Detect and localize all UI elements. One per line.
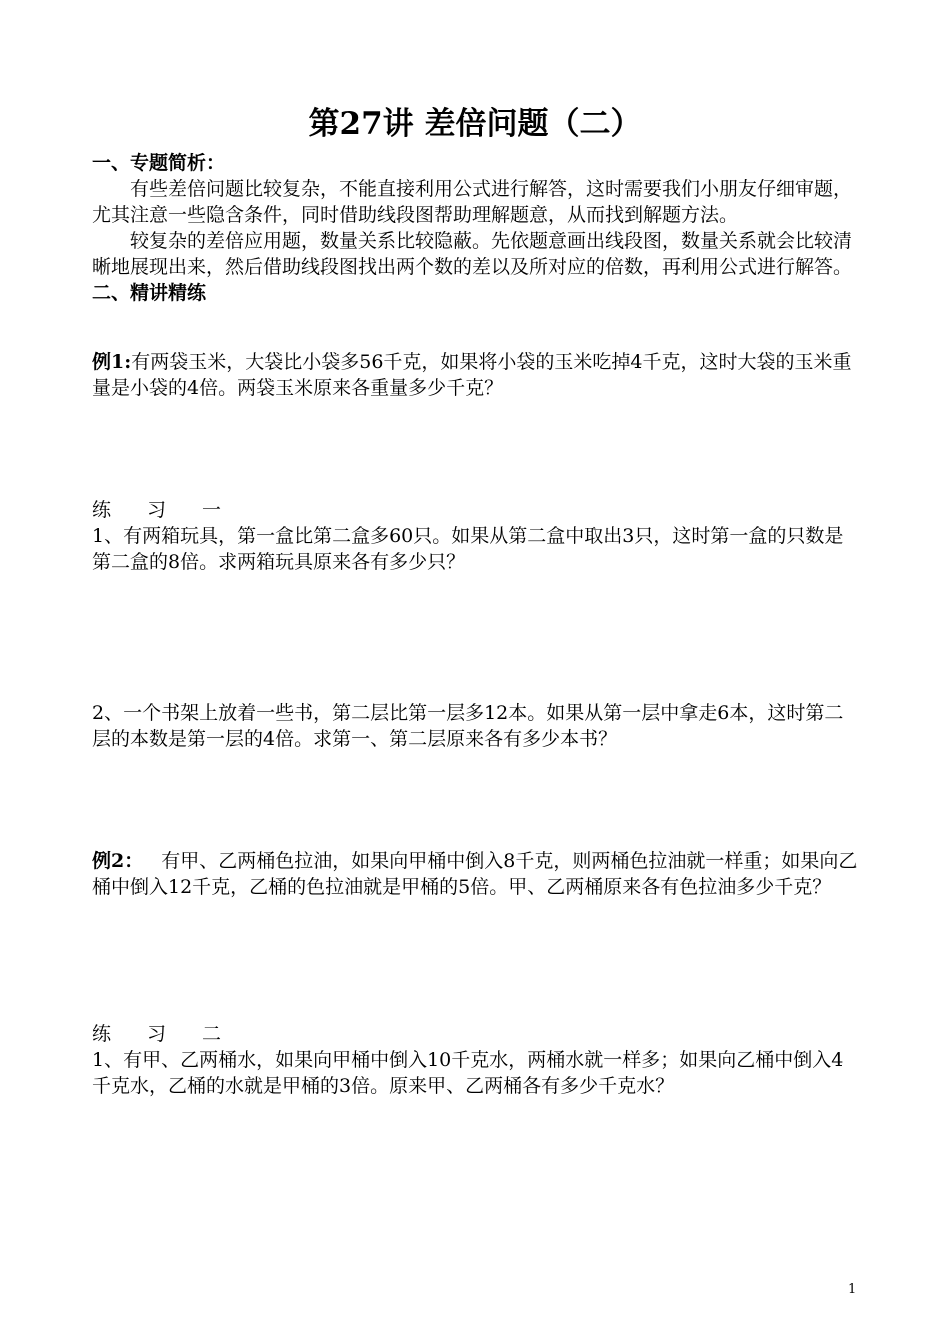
practice-heading-1 [92, 497, 862, 523]
practice-1-char-3: 一 [202, 499, 222, 521]
example-1-label: 例1: [92, 351, 132, 373]
practice-1-question-1: 1、有两箱玩具，第一盒比第二盒多60只。如果从第二盒中取出3只，这时第一盒的只数是第二盒的8倍。求两箱玩具原来各有多少只？ [92, 525, 844, 573]
practice-2-char-3: 二 [202, 1023, 222, 1045]
section-heading-analysis: 一、专题简析： [92, 152, 226, 174]
analysis-paragraph-2: 较复杂的差倍应用题，数量关系比较隐蔽。先依题意画出线段图，数量关系就会比较清晰地展现出来，然后借助线段图找出两个数的差以及所对应的倍数，再利用公式进行解答。 [92, 230, 853, 278]
section-heading-practice: 二、精讲精练 [92, 282, 207, 304]
practice-heading-2 [92, 1021, 862, 1047]
example-1-text: 有两袋玉米，大袋比小袋多56千克，如果将小袋的玉米吃掉4千克，这时大袋的玉米重量是小袋的4倍。两袋玉米原来各重量多少千克？ [92, 351, 852, 399]
example-2-text: 有甲、乙两桶色拉油，如果向甲桶中倒入8千克，则两桶色拉油就一样重；如果向乙桶中倒入12千克，乙桶的色拉油就是甲桶的5倍。甲、乙两桶原来各有色拉油多少千克？ [92, 850, 858, 898]
section-analysis [92, 150, 862, 306]
practice-2-char-2: 习 [147, 1023, 167, 1045]
example-2-label: 例2： [92, 850, 144, 872]
practice-1-char-1: 练 [92, 499, 112, 521]
practice-2-question-1: 1、有甲、乙两桶水，如果向甲桶中倒入10千克水，两桶水就一样多；如果向乙桶中倒入4千克水，乙桶的水就是甲桶的3倍。原来甲、乙两桶各有多少千克水？ [92, 1049, 844, 1097]
practice-1-question-2: 2、一个书架上放着一些书，第二层比第一层多12本。如果从第一层中拿走6本，这时第二层的本数是第一层的4倍。求第一、第二层原来各有多少本书？ [92, 702, 844, 750]
analysis-paragraph-1: 有些差倍问题比较复杂，不能直接利用公式进行解答，这时需要我们小朋友仔细审题，尤其注意一些隐含条件，同时借助线段图帮助理解题意，从而找到解题方法。 [92, 178, 853, 226]
practice-2-char-1: 练 [92, 1023, 112, 1045]
practice-1-char-2: 习 [147, 499, 167, 521]
page-title: 第27讲 差倍问题（二） [308, 106, 642, 142]
example-1 [92, 349, 862, 401]
example-2 [92, 848, 862, 900]
page-number: 1 [848, 1282, 857, 1297]
